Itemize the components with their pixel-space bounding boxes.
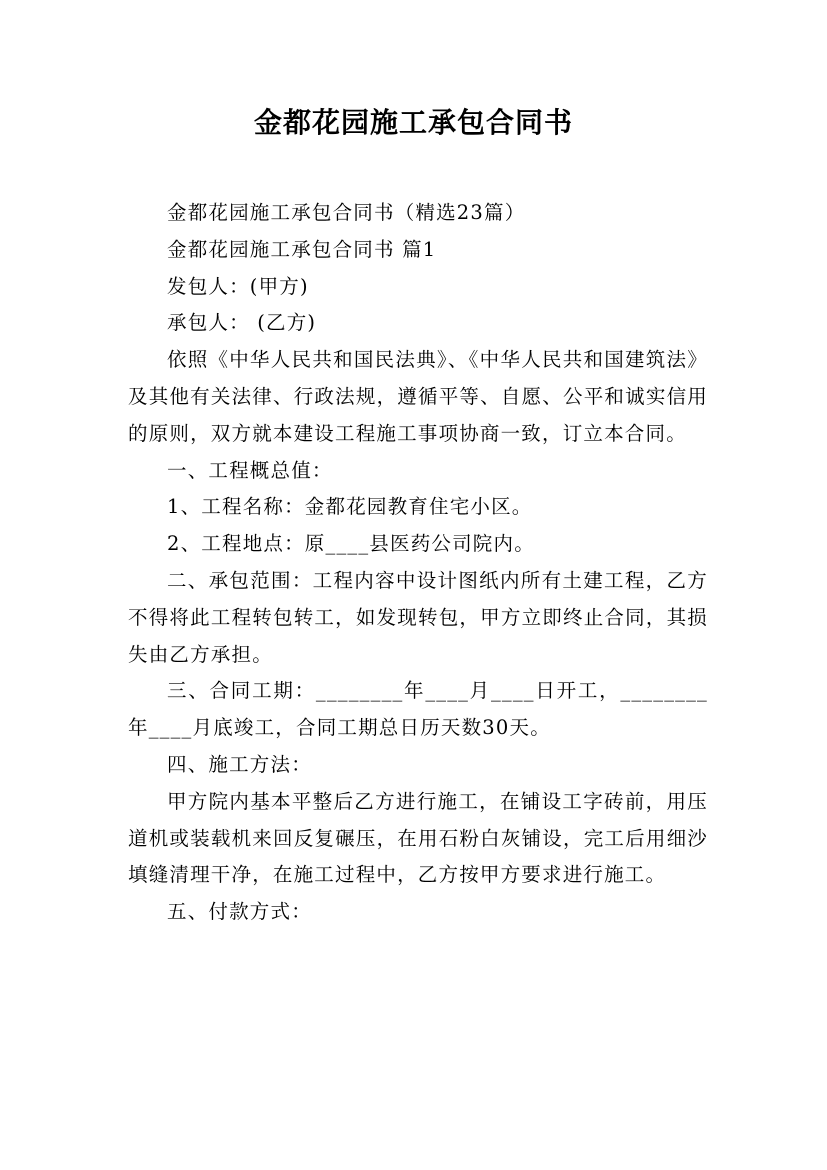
paragraph-preamble: 依照《中华人民共和国民法典》、《中华人民共和国建筑法》及其他有关法律、行政法规，遵循平等、自愿、公平和诚实信用的原则，双方就本建设工程施工事项协商一致，订立本合同。 bbox=[128, 348, 708, 445]
paragraph-section-4-heading: 四、施工方法： bbox=[167, 752, 312, 776]
paragraph-schedule: 三、合同工期：________年____月____日开工，________年____月底竣工，合同工期总日历天数30天。 bbox=[128, 679, 708, 740]
paragraph-method: 甲方院内基本平整后乙方进行施工，在铺设工字砖前，用压道机或装载机来回反复碾压，在用石粉白灰铺设，完工后用细沙填缝清理干净，在施工过程中，乙方按甲方要求进行施工。 bbox=[128, 789, 708, 887]
paragraph-scope: 二、承包范围：工程内容中设计图纸内所有土建工程，乙方不得将此工程转包转工，如发现转包，甲方立即终止合同，其损失由乙方承担。 bbox=[128, 568, 708, 666]
paragraph-project-name: 1、工程名称：金都花园教育住宅小区。 bbox=[167, 495, 533, 519]
paragraph-subtitle: 金都花园施工承包合同书（精选23篇） bbox=[167, 201, 526, 224]
paragraph-section-5-heading: 五、付款方式： bbox=[167, 900, 312, 924]
paragraph-part-heading: 金都花园施工承包合同书 篇1 bbox=[167, 237, 437, 261]
paragraph-party-b: 承包人： (乙方) bbox=[167, 311, 317, 335]
document-body bbox=[128, 195, 708, 931]
document-title: 金都花园施工承包合同书 bbox=[253, 106, 573, 139]
paragraph-project-location: 2、工程地点：原____县医药公司院内。 bbox=[167, 532, 535, 556]
paragraph-party-a: 发包人：(甲方) bbox=[167, 274, 309, 298]
paragraph-section-1-heading: 一、工程概总值： bbox=[167, 458, 333, 482]
